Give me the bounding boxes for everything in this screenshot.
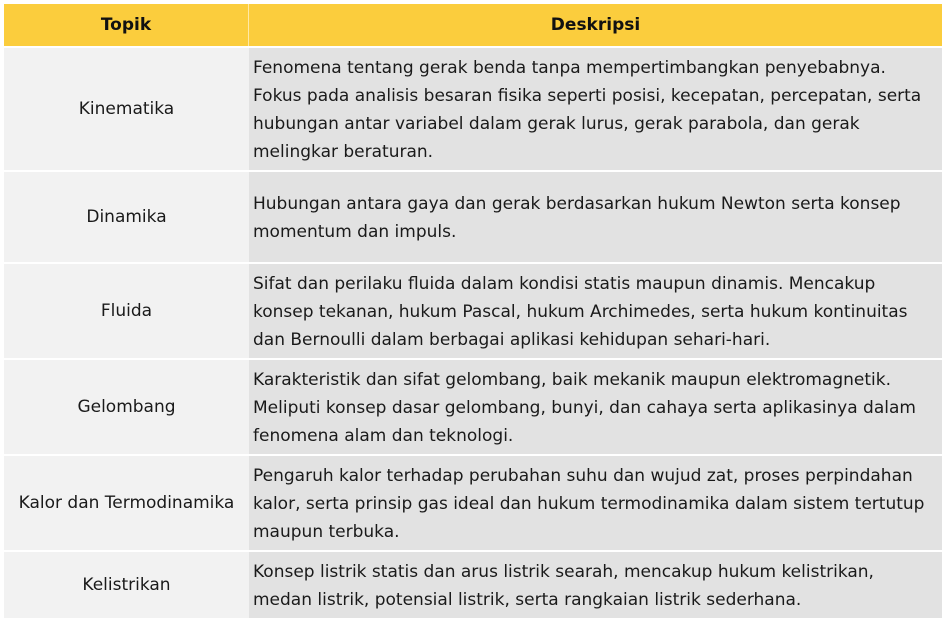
description-text: Karakteristik dan sifat gelombang, baik mekanik maupun elektromagnetik. Meliputi konsep dasar gelombang, bunyi, dan cahaya serta aplikasinya dalam fenomena alam dan teknologi. — [253, 370, 916, 446]
table-row — [4, 454, 942, 550]
topic-cell: Dinamika — [4, 172, 249, 262]
description-cell — [249, 360, 942, 454]
header-topic: Topik — [4, 4, 249, 46]
topic-cell: Fluida — [4, 264, 249, 358]
table-row — [4, 170, 942, 262]
table-row — [4, 262, 942, 358]
description-cell — [249, 264, 942, 358]
table-row — [4, 358, 942, 454]
description-text: Hubungan antara gaya dan gerak berdasarkan hukum Newton serta konsep momentum dan impuls. — [253, 194, 901, 242]
physics-topics-table — [4, 4, 942, 618]
table-header-row — [4, 4, 942, 46]
topic-cell: Kinematika — [4, 48, 249, 170]
description-text: Konsep listrik statis dan arus listrik searah, mencakup hukum kelistrikan, medan listrik, potensial listrik, serta rangkaian listrik sederhana. — [253, 562, 874, 610]
topic-cell: Kelistrikan — [4, 552, 249, 618]
description-text: Pengaruh kalor terhadap perubahan suhu dan wujud zat, proses perpindahan kalor, serta prinsip gas ideal dan hukum termodinamika dalam sistem tertutup maupun terbuka. — [253, 466, 925, 542]
description-cell — [249, 456, 942, 550]
topic-cell: Gelombang — [4, 360, 249, 454]
description-text: Fenomena tentang gerak benda tanpa mempertimbangkan penyebabnya. Fokus pada analisis besaran fisika seperti posisi, kecepatan, percepatan, serta hubungan antar variabel dalam gerak lurus, gerak parabola, dan gerak melingkar beraturan. — [253, 58, 922, 162]
table-row — [4, 550, 942, 618]
header-description: Deskripsi — [249, 4, 942, 46]
description-cell — [249, 172, 942, 262]
description-cell — [249, 48, 942, 170]
description-cell — [249, 552, 942, 618]
table-row — [4, 46, 942, 170]
topic-cell: Kalor dan Termodinamika — [4, 456, 249, 550]
description-text: Sifat dan perilaku fluida dalam kondisi statis maupun dinamis. Mencakup konsep tekanan, hukum Pascal, hukum Archimedes, serta hukum kontinuitas dan Bernoulli dalam berbagai aplikasi kehidupan sehari-hari. — [253, 274, 908, 350]
